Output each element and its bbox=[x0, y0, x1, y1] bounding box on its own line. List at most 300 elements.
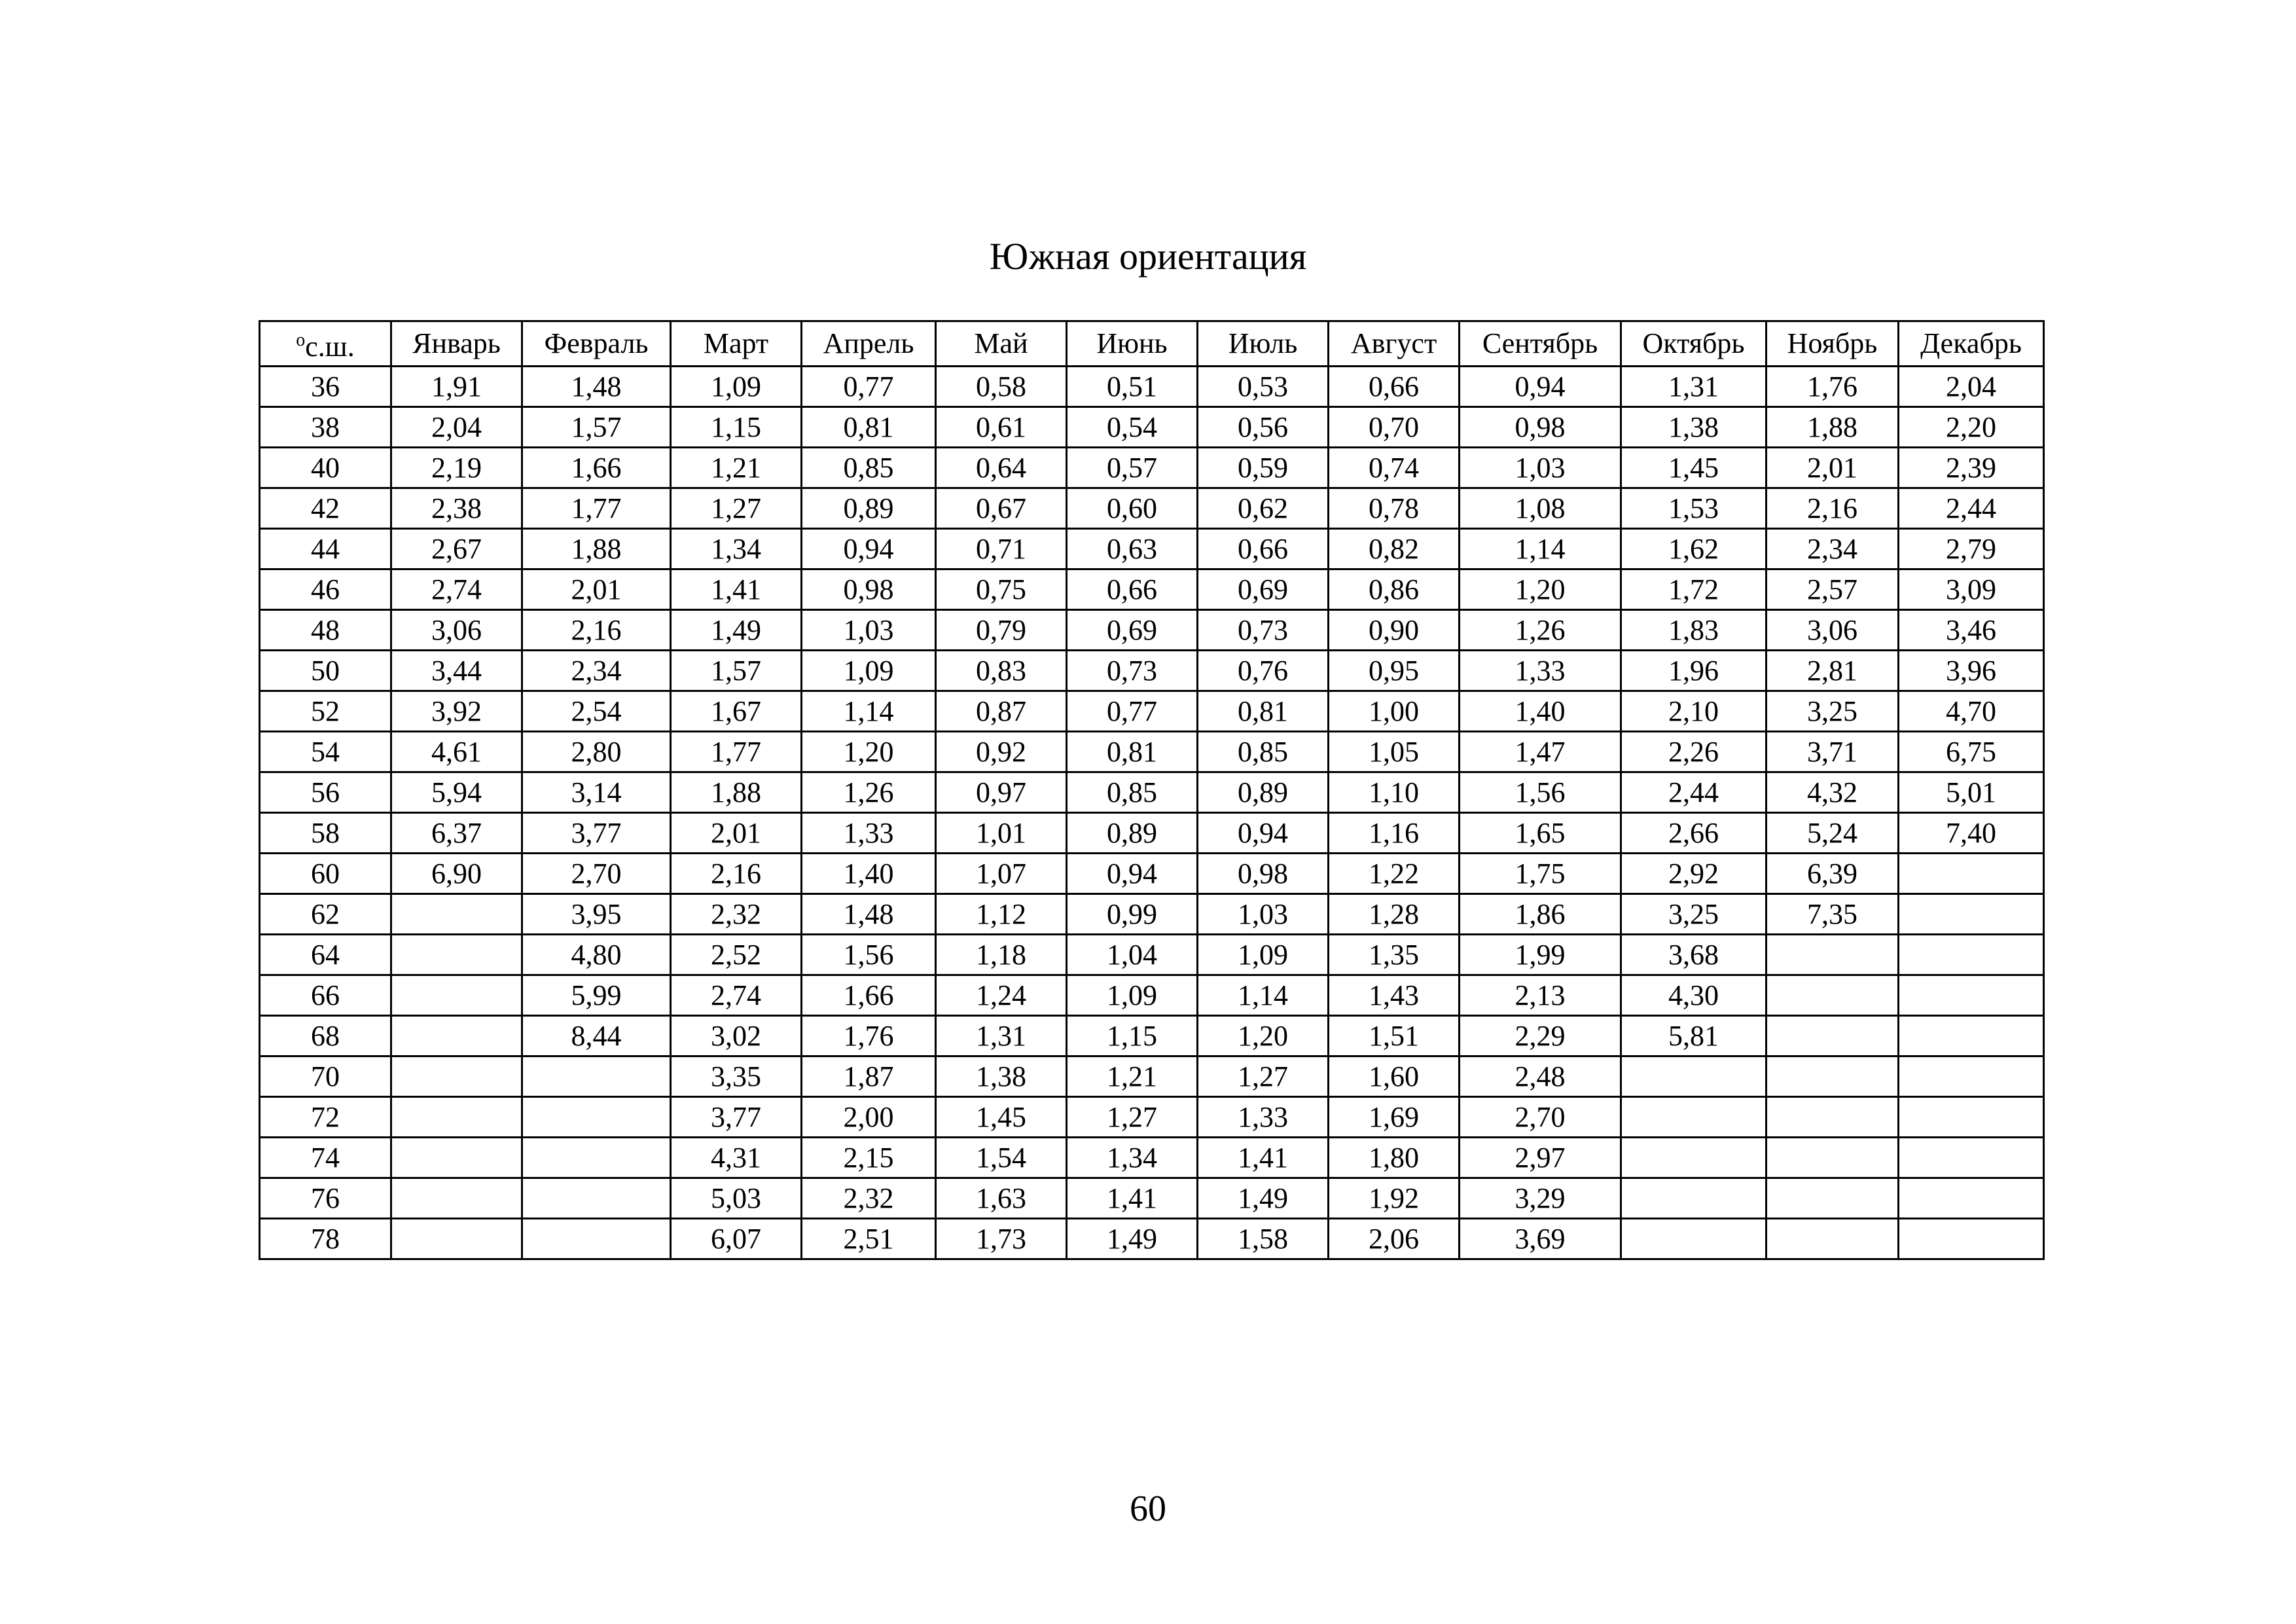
value-cell: 1,09 bbox=[671, 367, 802, 407]
value-cell: 0,73 bbox=[1198, 610, 1329, 651]
latitude-cell: 68 bbox=[260, 1016, 391, 1056]
value-cell: 0,78 bbox=[1329, 488, 1460, 529]
table-row bbox=[260, 610, 2044, 651]
value-cell: 1,43 bbox=[1329, 975, 1460, 1016]
value-cell: 6,90 bbox=[391, 854, 522, 894]
value-cell: 2,67 bbox=[391, 529, 522, 569]
value-cell: 1,27 bbox=[1067, 1097, 1198, 1138]
value-cell: 1,22 bbox=[1329, 854, 1460, 894]
latitude-cell: 56 bbox=[260, 772, 391, 813]
column-header: Январь bbox=[391, 321, 522, 367]
value-cell: 1,49 bbox=[671, 610, 802, 651]
value-cell bbox=[1767, 1097, 1899, 1138]
value-cell: 0,98 bbox=[1460, 407, 1621, 448]
value-cell: 1,40 bbox=[802, 854, 936, 894]
latitude-cell: 42 bbox=[260, 488, 391, 529]
table-row bbox=[260, 1219, 2044, 1259]
value-cell: 1,60 bbox=[1329, 1056, 1460, 1097]
value-cell: 1,67 bbox=[671, 691, 802, 732]
value-cell: 1,03 bbox=[1460, 448, 1621, 488]
value-cell: 3,25 bbox=[1767, 691, 1899, 732]
column-header: Октябрь bbox=[1621, 321, 1767, 367]
table-row bbox=[260, 448, 2044, 488]
value-cell: 2,32 bbox=[671, 894, 802, 935]
value-cell: 3,06 bbox=[1767, 610, 1899, 651]
value-cell: 1,54 bbox=[936, 1138, 1067, 1178]
value-cell: 1,96 bbox=[1621, 651, 1767, 691]
value-cell: 1,03 bbox=[802, 610, 936, 651]
value-cell: 2,06 bbox=[1329, 1219, 1460, 1259]
value-cell: 1,40 bbox=[1460, 691, 1621, 732]
table-row bbox=[260, 813, 2044, 854]
value-cell bbox=[391, 935, 522, 975]
value-cell: 1,86 bbox=[1460, 894, 1621, 935]
value-cell: 1,14 bbox=[1198, 975, 1329, 1016]
value-cell: 2,39 bbox=[1899, 448, 2044, 488]
table-row bbox=[260, 488, 2044, 529]
value-cell: 2,34 bbox=[1767, 529, 1899, 569]
value-cell: 1,76 bbox=[802, 1016, 936, 1056]
value-cell: 0,98 bbox=[802, 569, 936, 610]
value-cell: 1,34 bbox=[1067, 1138, 1198, 1178]
value-cell bbox=[391, 1016, 522, 1056]
column-header: Апрель bbox=[802, 321, 936, 367]
latitude-cell: 38 bbox=[260, 407, 391, 448]
value-cell: 0,86 bbox=[1329, 569, 1460, 610]
latitude-cell: 46 bbox=[260, 569, 391, 610]
value-cell: 1,18 bbox=[936, 935, 1067, 975]
table-row bbox=[260, 651, 2044, 691]
value-cell: 0,76 bbox=[1198, 651, 1329, 691]
value-cell: 0,69 bbox=[1067, 610, 1198, 651]
table-body bbox=[260, 367, 2044, 1259]
column-header: Июнь bbox=[1067, 321, 1198, 367]
value-cell bbox=[1899, 854, 2044, 894]
value-cell: 0,90 bbox=[1329, 610, 1460, 651]
table-row bbox=[260, 569, 2044, 610]
value-cell: 1,41 bbox=[671, 569, 802, 610]
page-title: Южная ориентация bbox=[989, 235, 1307, 278]
value-cell: 2,44 bbox=[1621, 772, 1767, 813]
value-cell: 3,71 bbox=[1767, 732, 1899, 772]
value-cell: 1,99 bbox=[1460, 935, 1621, 975]
value-cell: 1,24 bbox=[936, 975, 1067, 1016]
value-cell: 2,66 bbox=[1621, 813, 1767, 854]
value-cell: 6,07 bbox=[671, 1219, 802, 1259]
value-cell: 1,65 bbox=[1460, 813, 1621, 854]
value-cell bbox=[391, 1178, 522, 1219]
latitude-header bbox=[260, 321, 391, 367]
table-row bbox=[260, 1138, 2044, 1178]
page-number: 60 bbox=[1130, 1489, 1166, 1529]
value-cell bbox=[1767, 1219, 1899, 1259]
value-cell: 6,39 bbox=[1767, 854, 1899, 894]
table-row bbox=[260, 407, 2044, 448]
latitude-cell: 48 bbox=[260, 610, 391, 651]
value-cell bbox=[1899, 894, 2044, 935]
value-cell: 1,49 bbox=[1198, 1178, 1329, 1219]
value-cell: 1,28 bbox=[1329, 894, 1460, 935]
value-cell: 3,44 bbox=[391, 651, 522, 691]
latitude-cell: 66 bbox=[260, 975, 391, 1016]
column-header: Май bbox=[936, 321, 1067, 367]
value-cell: 5,81 bbox=[1621, 1016, 1767, 1056]
value-cell: 0,56 bbox=[1198, 407, 1329, 448]
value-cell bbox=[522, 1056, 671, 1097]
value-cell bbox=[522, 1219, 671, 1259]
value-cell: 3,95 bbox=[522, 894, 671, 935]
value-cell: 0,69 bbox=[1198, 569, 1329, 610]
value-cell: 1,73 bbox=[936, 1219, 1067, 1259]
value-cell: 2,16 bbox=[522, 610, 671, 651]
value-cell: 0,94 bbox=[1198, 813, 1329, 854]
value-cell: 3,09 bbox=[1899, 569, 2044, 610]
value-cell: 5,24 bbox=[1767, 813, 1899, 854]
value-cell: 2,16 bbox=[671, 854, 802, 894]
value-cell: 6,37 bbox=[391, 813, 522, 854]
value-cell: 3,69 bbox=[1460, 1219, 1621, 1259]
value-cell: 0,66 bbox=[1329, 367, 1460, 407]
latitude-cell: 70 bbox=[260, 1056, 391, 1097]
value-cell bbox=[1767, 1138, 1899, 1178]
value-cell bbox=[1899, 1016, 2044, 1056]
table-row bbox=[260, 1097, 2044, 1138]
value-cell: 1,31 bbox=[1621, 367, 1767, 407]
value-cell: 1,66 bbox=[522, 448, 671, 488]
latitude-cell: 74 bbox=[260, 1138, 391, 1178]
value-cell: 3,14 bbox=[522, 772, 671, 813]
value-cell: 1,09 bbox=[1198, 935, 1329, 975]
value-cell: 5,94 bbox=[391, 772, 522, 813]
value-cell: 0,89 bbox=[802, 488, 936, 529]
value-cell: 0,73 bbox=[1067, 651, 1198, 691]
value-cell bbox=[391, 1097, 522, 1138]
value-cell: 0,89 bbox=[1198, 772, 1329, 813]
value-cell: 0,85 bbox=[1198, 732, 1329, 772]
value-cell: 1,34 bbox=[671, 529, 802, 569]
value-cell: 1,88 bbox=[522, 529, 671, 569]
value-cell: 1,66 bbox=[802, 975, 936, 1016]
value-cell: 1,26 bbox=[802, 772, 936, 813]
latitude-cell: 60 bbox=[260, 854, 391, 894]
value-cell: 1,07 bbox=[936, 854, 1067, 894]
value-cell: 1,09 bbox=[802, 651, 936, 691]
value-cell: 0,57 bbox=[1067, 448, 1198, 488]
value-cell: 2,80 bbox=[522, 732, 671, 772]
value-cell: 1,33 bbox=[1198, 1097, 1329, 1138]
value-cell: 1,31 bbox=[936, 1016, 1067, 1056]
value-cell bbox=[391, 1219, 522, 1259]
table-row bbox=[260, 691, 2044, 732]
value-cell: 1,16 bbox=[1329, 813, 1460, 854]
value-cell: 0,70 bbox=[1329, 407, 1460, 448]
value-cell: 1,33 bbox=[802, 813, 936, 854]
value-cell: 0,51 bbox=[1067, 367, 1198, 407]
latitude-cell: 44 bbox=[260, 529, 391, 569]
value-cell bbox=[522, 1138, 671, 1178]
value-cell: 2,44 bbox=[1899, 488, 2044, 529]
value-cell: 1,83 bbox=[1621, 610, 1767, 651]
value-cell: 2,51 bbox=[802, 1219, 936, 1259]
value-cell: 0,92 bbox=[936, 732, 1067, 772]
orientation-table bbox=[259, 320, 2045, 1260]
value-cell: 1,45 bbox=[1621, 448, 1767, 488]
value-cell: 1,49 bbox=[1067, 1219, 1198, 1259]
value-cell: 2,92 bbox=[1621, 854, 1767, 894]
table-row bbox=[260, 529, 2044, 569]
value-cell: 1,57 bbox=[671, 651, 802, 691]
value-cell: 1,01 bbox=[936, 813, 1067, 854]
value-cell: 1,53 bbox=[1621, 488, 1767, 529]
value-cell bbox=[391, 1138, 522, 1178]
value-cell: 1,75 bbox=[1460, 854, 1621, 894]
value-cell: 1,77 bbox=[671, 732, 802, 772]
value-cell: 1,80 bbox=[1329, 1138, 1460, 1178]
value-cell: 0,94 bbox=[1067, 854, 1198, 894]
value-cell: 2,48 bbox=[1460, 1056, 1621, 1097]
table-row bbox=[260, 1056, 2044, 1097]
value-cell: 1,05 bbox=[1329, 732, 1460, 772]
table-row bbox=[260, 975, 2044, 1016]
column-header: Февраль bbox=[522, 321, 671, 367]
value-cell: 1,20 bbox=[1460, 569, 1621, 610]
value-cell bbox=[1621, 1097, 1767, 1138]
value-cell: 2,38 bbox=[391, 488, 522, 529]
value-cell: 1,48 bbox=[802, 894, 936, 935]
value-cell: 1,14 bbox=[1460, 529, 1621, 569]
value-cell: 0,62 bbox=[1198, 488, 1329, 529]
value-cell: 2,54 bbox=[522, 691, 671, 732]
value-cell bbox=[522, 1178, 671, 1219]
latitude-cell: 72 bbox=[260, 1097, 391, 1138]
value-cell: 0,59 bbox=[1198, 448, 1329, 488]
value-cell bbox=[1899, 1056, 2044, 1097]
value-cell: 1,56 bbox=[802, 935, 936, 975]
latitude-cell: 62 bbox=[260, 894, 391, 935]
value-cell: 0,77 bbox=[1067, 691, 1198, 732]
column-header: Июль bbox=[1198, 321, 1329, 367]
value-cell: 2,04 bbox=[1899, 367, 2044, 407]
value-cell: 8,44 bbox=[522, 1016, 671, 1056]
value-cell: 4,30 bbox=[1621, 975, 1767, 1016]
value-cell: 1,21 bbox=[1067, 1056, 1198, 1097]
table-row bbox=[260, 894, 2044, 935]
value-cell bbox=[1621, 1138, 1767, 1178]
value-cell: 1,41 bbox=[1198, 1138, 1329, 1178]
table-row bbox=[260, 732, 2044, 772]
value-cell: 2,81 bbox=[1767, 651, 1899, 691]
value-cell: 2,70 bbox=[1460, 1097, 1621, 1138]
value-cell: 1,62 bbox=[1621, 529, 1767, 569]
value-cell: 0,74 bbox=[1329, 448, 1460, 488]
value-cell: 1,38 bbox=[1621, 407, 1767, 448]
value-cell: 1,87 bbox=[802, 1056, 936, 1097]
value-cell bbox=[391, 894, 522, 935]
value-cell bbox=[1767, 1016, 1899, 1056]
value-cell bbox=[391, 975, 522, 1016]
latitude-cell: 50 bbox=[260, 651, 391, 691]
value-cell: 5,99 bbox=[522, 975, 671, 1016]
value-cell: 5,01 bbox=[1899, 772, 2044, 813]
value-cell: 2,04 bbox=[391, 407, 522, 448]
value-cell bbox=[1621, 1178, 1767, 1219]
value-cell: 4,80 bbox=[522, 935, 671, 975]
value-cell: 2,10 bbox=[1621, 691, 1767, 732]
value-cell: 1,08 bbox=[1460, 488, 1621, 529]
value-cell: 0,60 bbox=[1067, 488, 1198, 529]
value-cell: 3,77 bbox=[671, 1097, 802, 1138]
value-cell bbox=[391, 1056, 522, 1097]
value-cell: 0,81 bbox=[802, 407, 936, 448]
value-cell: 1,56 bbox=[1460, 772, 1621, 813]
table-row bbox=[260, 854, 2044, 894]
column-header: Август bbox=[1329, 321, 1460, 367]
value-cell bbox=[1899, 1219, 2044, 1259]
value-cell: 2,70 bbox=[522, 854, 671, 894]
value-cell bbox=[1767, 975, 1899, 1016]
latitude-cell: 52 bbox=[260, 691, 391, 732]
value-cell: 0,63 bbox=[1067, 529, 1198, 569]
value-cell bbox=[1899, 935, 2044, 975]
value-cell: 4,31 bbox=[671, 1138, 802, 1178]
value-cell: 0,98 bbox=[1198, 854, 1329, 894]
value-cell: 1,69 bbox=[1329, 1097, 1460, 1138]
value-cell: 2,15 bbox=[802, 1138, 936, 1178]
value-cell: 0,54 bbox=[1067, 407, 1198, 448]
value-cell: 2,01 bbox=[671, 813, 802, 854]
value-cell: 2,52 bbox=[671, 935, 802, 975]
table-header-row bbox=[260, 321, 2044, 367]
value-cell: 0,67 bbox=[936, 488, 1067, 529]
value-cell: 2,97 bbox=[1460, 1138, 1621, 1178]
value-cell: 0,97 bbox=[936, 772, 1067, 813]
value-cell: 1,63 bbox=[936, 1178, 1067, 1219]
column-header: Ноябрь bbox=[1767, 321, 1899, 367]
value-cell: 1,12 bbox=[936, 894, 1067, 935]
value-cell: 4,70 bbox=[1899, 691, 2044, 732]
value-cell: 0,87 bbox=[936, 691, 1067, 732]
value-cell: 1,45 bbox=[936, 1097, 1067, 1138]
value-cell: 4,61 bbox=[391, 732, 522, 772]
value-cell bbox=[1899, 1138, 2044, 1178]
value-cell: 0,66 bbox=[1067, 569, 1198, 610]
latitude-cell: 36 bbox=[260, 367, 391, 407]
value-cell: 1,35 bbox=[1329, 935, 1460, 975]
value-cell: 0,75 bbox=[936, 569, 1067, 610]
value-cell: 1,51 bbox=[1329, 1016, 1460, 1056]
table-row bbox=[260, 1178, 2044, 1219]
value-cell bbox=[1621, 1219, 1767, 1259]
value-cell: 2,79 bbox=[1899, 529, 2044, 569]
value-cell: 0,79 bbox=[936, 610, 1067, 651]
value-cell: 1,20 bbox=[1198, 1016, 1329, 1056]
value-cell: 2,01 bbox=[522, 569, 671, 610]
latitude-cell: 58 bbox=[260, 813, 391, 854]
value-cell: 1,09 bbox=[1067, 975, 1198, 1016]
value-cell bbox=[1767, 935, 1899, 975]
degree-symbol: о bbox=[296, 330, 306, 350]
value-cell: 2,29 bbox=[1460, 1016, 1621, 1056]
value-cell: 0,66 bbox=[1198, 529, 1329, 569]
value-cell: 0,94 bbox=[802, 529, 936, 569]
value-cell: 2,13 bbox=[1460, 975, 1621, 1016]
value-cell: 1,41 bbox=[1067, 1178, 1198, 1219]
value-cell: 1,10 bbox=[1329, 772, 1460, 813]
value-cell: 0,85 bbox=[802, 448, 936, 488]
latitude-cell: 64 bbox=[260, 935, 391, 975]
value-cell: 2,00 bbox=[802, 1097, 936, 1138]
latitude-cell: 78 bbox=[260, 1219, 391, 1259]
value-cell: 2,32 bbox=[802, 1178, 936, 1219]
value-cell: 0,94 bbox=[1460, 367, 1621, 407]
value-cell: 1,91 bbox=[391, 367, 522, 407]
value-cell: 1,48 bbox=[522, 367, 671, 407]
value-cell: 1,72 bbox=[1621, 569, 1767, 610]
value-cell: 0,58 bbox=[936, 367, 1067, 407]
value-cell bbox=[522, 1097, 671, 1138]
value-cell: 3,77 bbox=[522, 813, 671, 854]
value-cell: 0,89 bbox=[1067, 813, 1198, 854]
value-cell bbox=[1767, 1056, 1899, 1097]
value-cell bbox=[1621, 1056, 1767, 1097]
value-cell: 1,92 bbox=[1329, 1178, 1460, 1219]
value-cell: 1,33 bbox=[1460, 651, 1621, 691]
value-cell: 0,82 bbox=[1329, 529, 1460, 569]
value-cell: 1,27 bbox=[1198, 1056, 1329, 1097]
value-cell: 7,40 bbox=[1899, 813, 2044, 854]
table-row bbox=[260, 935, 2044, 975]
table-row bbox=[260, 772, 2044, 813]
value-cell: 1,58 bbox=[1198, 1219, 1329, 1259]
value-cell: 6,75 bbox=[1899, 732, 2044, 772]
value-cell: 0,85 bbox=[1067, 772, 1198, 813]
value-cell: 0,71 bbox=[936, 529, 1067, 569]
value-cell: 1,27 bbox=[671, 488, 802, 529]
value-cell: 2,26 bbox=[1621, 732, 1767, 772]
value-cell: 7,35 bbox=[1767, 894, 1899, 935]
value-cell: 0,53 bbox=[1198, 367, 1329, 407]
value-cell: 0,99 bbox=[1067, 894, 1198, 935]
value-cell: 2,01 bbox=[1767, 448, 1899, 488]
latitude-cell: 54 bbox=[260, 732, 391, 772]
value-cell: 1,15 bbox=[1067, 1016, 1198, 1056]
value-cell: 3,46 bbox=[1899, 610, 2044, 651]
value-cell: 1,14 bbox=[802, 691, 936, 732]
value-cell: 3,92 bbox=[391, 691, 522, 732]
value-cell: 1,57 bbox=[522, 407, 671, 448]
table-row bbox=[260, 367, 2044, 407]
value-cell: 3,68 bbox=[1621, 935, 1767, 975]
value-cell: 1,00 bbox=[1329, 691, 1460, 732]
table-row bbox=[260, 1016, 2044, 1056]
value-cell: 2,74 bbox=[671, 975, 802, 1016]
value-cell: 5,03 bbox=[671, 1178, 802, 1219]
value-cell: 3,06 bbox=[391, 610, 522, 651]
value-cell: 1,88 bbox=[1767, 407, 1899, 448]
value-cell: 3,29 bbox=[1460, 1178, 1621, 1219]
column-header: Сентябрь bbox=[1460, 321, 1621, 367]
latitude-cell: 40 bbox=[260, 448, 391, 488]
value-cell: 0,95 bbox=[1329, 651, 1460, 691]
value-cell: 0,61 bbox=[936, 407, 1067, 448]
value-cell: 2,74 bbox=[391, 569, 522, 610]
value-cell: 0,83 bbox=[936, 651, 1067, 691]
value-cell: 3,02 bbox=[671, 1016, 802, 1056]
value-cell: 0,81 bbox=[1067, 732, 1198, 772]
value-cell: 0,81 bbox=[1198, 691, 1329, 732]
value-cell bbox=[1767, 1178, 1899, 1219]
value-cell: 2,16 bbox=[1767, 488, 1899, 529]
